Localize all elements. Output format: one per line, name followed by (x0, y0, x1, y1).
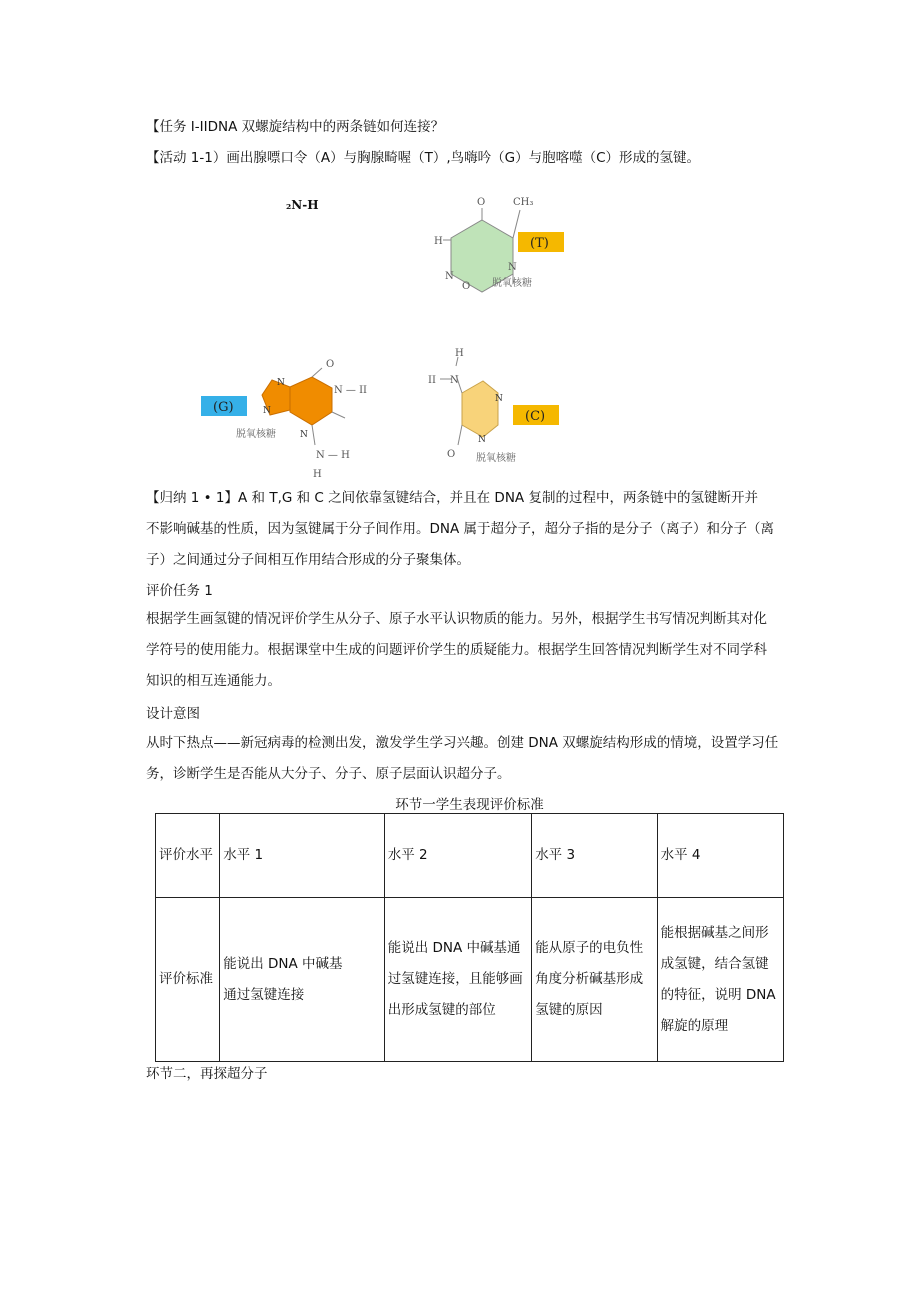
svg-text:(C): (C) (525, 409, 546, 424)
table-cell: 评价标准 (156, 898, 220, 1062)
table-cell: 水平 2 (384, 814, 531, 898)
svg-text:H: H (313, 469, 322, 480)
svg-text:N: N (478, 435, 486, 445)
svg-text:O: O (326, 359, 335, 370)
cytosine-ring (462, 381, 498, 437)
svg-text:脱氧核糖: 脱氧核糖 (236, 429, 276, 440)
thymine-structure (434, 197, 564, 292)
svg-text:H: H (434, 236, 443, 247)
table-cell: 水平 4 (657, 814, 783, 898)
svg-text:脱氧核糖: 脱氧核糖 (476, 453, 516, 464)
evaluation-table (155, 813, 784, 1062)
svg-text:CH₃: CH₃ (513, 197, 534, 208)
summary-paragraph: 【归纳 1 • 1】A 和 T,G 和 C 之间依靠氢键结合，并且在 DNA 复制的过程中，两条链中的氢键断开并 不影响碱基的性质，因为氢键属于分子间作用。DNA 属于超分子，超分子指的是分子（离子）和分子（离 子）之间通过分子间相互作用结合形成的分子聚集体。 (146, 490, 775, 568)
svg-text:N: N (445, 271, 454, 282)
svg-text:O: O (447, 449, 456, 460)
svg-text:O: O (462, 281, 471, 292)
table-cell: 能说出 DNA 中碱基通 过氢键连接，且能够画 出形成氢键的部位 (384, 898, 531, 1062)
base-pair-figure (0, 180, 920, 480)
svg-text:脱氧核糖: 脱氧核糖 (492, 278, 532, 289)
table-cell: 能根据碱基之间形 成氢键，结合氢键 的特征，说明 DNA 解旋的原理 (657, 898, 783, 1062)
table-cell: 水平 3 (532, 814, 657, 898)
svg-text:(T): (T) (530, 236, 549, 251)
svg-text:N: N (277, 378, 285, 388)
footer-heading: 环节二，再探超分子 (146, 1066, 268, 1082)
task-title: 【任务 I-IIDNA 双螺旋结构中的两条链如何连接？ (146, 119, 445, 135)
svg-text:O: O (477, 197, 486, 208)
activity-text: 【活动 1-1）画出腺嘌口令（A）与胸腺畸喔（T）,鸟嗨吟（G）与胞喀噬（C）形成的氢键。 (146, 150, 700, 166)
svg-text:N: N (508, 262, 517, 273)
guanine-ring6 (290, 377, 332, 425)
eval-task-paragraph: 根据学生画氢键的情况评价学生从分子、原子水平认识物质的能力。另外，根据学生书写情况判断其对化 学符号的使用能力。根据课堂中生成的问题评价学生的质疑能力。根据学生回答情况判断学生对不同学科 知识的相互连通能力。 (146, 611, 767, 689)
svg-text:N — H: N — H (316, 450, 350, 461)
svg-text:II: II (428, 375, 436, 386)
table-row (156, 814, 784, 898)
table-cell: 能从原子的电负性 角度分析碱基形成 氢键的原因 (532, 898, 657, 1062)
eval-task-title: 评价任务 1 (146, 583, 213, 599)
table-row (156, 898, 784, 1062)
table-cell: 评价水平 (156, 814, 220, 898)
svg-text:N: N (495, 394, 503, 404)
table-cell: 能说出 DNA 中碱基 通过氢键连接 (220, 898, 385, 1062)
svg-text:(G): (G) (213, 400, 234, 415)
guanine-structure (201, 359, 367, 480)
nh-label: ₂N-H (286, 198, 319, 212)
design-title: 设计意图 (146, 706, 200, 722)
svg-text:N: N (263, 406, 271, 416)
svg-text:N: N (450, 375, 459, 386)
svg-text:N: N (300, 430, 308, 440)
table-caption: 环节一学生表现评价标准 (395, 797, 544, 813)
table-cell: 水平 1 (220, 814, 385, 898)
cytosine-structure (428, 348, 559, 464)
svg-text:H: H (455, 348, 464, 359)
design-paragraph: 从时下热点——新冠病毒的检测出发，激发学生学习兴趣。创建 DNA 双螺旋结构形成的情境，设置学习任 务，诊断学生是否能从大分子、分子、原子层面认识超分子。 (146, 735, 779, 782)
svg-text:N — II: N — II (334, 385, 368, 396)
